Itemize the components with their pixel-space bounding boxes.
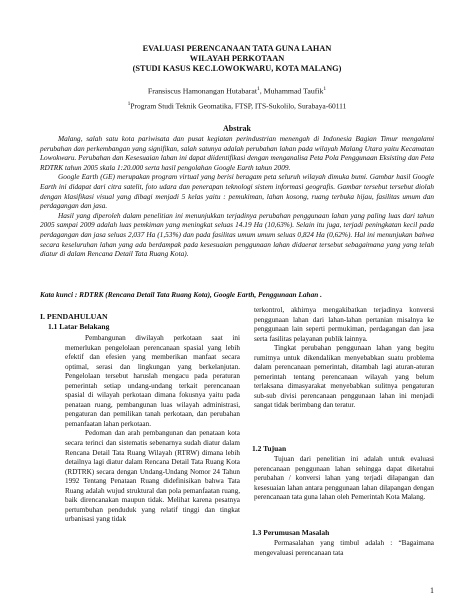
right-paragraph-1: terkontrol, akhirnya mengakibatkan terjadinya konversi penggunaan lahan dari lahan-lahan pertanian misalnya ke penggunaan lain seperti permukiman, perdagangan dan jasa serta fasilitas pelayanan publik lainnya. [254,306,434,343]
author-2-affil-mark: 1 [323,86,327,92]
abstract-paragraph-3: Hasil yang diperoleh dalam penelitian ini menunjukkan terjadinya perubahan penggunaan lahan yang paling luas dari tahun 2005 sampai 2009 adalah luas pemkiman yang meningkat seluas 14.19 Ha (10,63%). Selain itu juga, terjadi peningkatan kecil pada perdagangan dan jasa seluas 2,037 Ha (1,53%) dan pada fasilitas umum umum seluas 0,824 Ha (0,62%). Hal ini menunjukan bahwa secara keseluruhan lahan yang ada berdampak pada kesesuaian penggunaan lahan didaerat tersebut sebagaimana yang yang telah diatur di dalam Rencana Detail Tata Ruang Kota). [40,210,434,259]
abstract-paragraph-2: Google Earth (GE) merupakan program virtual yang berisi beragam peta seluruh wilayah dimuka bumi. Gambar hasil Google Earth ini didapat dari citra satelit, foto udara dan penerapan teknologi sistem informasi geografis. Gambar tersebut tersebut diolah dengan klasifikasi visual yang dibagi menjadi 5 kelas yaitu : pemukiman, lahan kosong, ruang terbuka hijau, fasilitas umum dan perdagangan dan jasa. [40,172,434,211]
section-heading-pendahuluan: I. PENDAHULUAN [40,312,108,321]
right-paragraph-2: Tingkat perubahan penggunaan lahan yang begitu rumitnya untuk dikendalikan menyebabkan suatu problema dalam perencanaan pemerintah, ditambah lagi aturan-aturan pemerintah tentang perencanaan wilayah yang belum terlaksana dimasyarakat menyebabkan sulitnya pengaturan sub-sub divisi perencanaan penggunaan lahan ini menjadi sangat tidak berimbang dan teratur. [254,344,434,410]
right-column-perumusan [254,539,434,558]
left-paragraph-2: Pedoman dan arah pembangunan dan penataan kota secara terinci dan sistematis sebenarnya sudah diatur dalam Rencana Detail Tata Ruang Wilayah (RTRW) dimana lebih detailnya lagi diatur dalam Rencana Detail Tata Ruang Kota (RDTRK) secara dengan Undang-Undang Nomor 24 Tahun 1992 Tentang Penataan Ruang didefinisikan bahwa Tata Ruang adalah wujud struktural dan pola pemanfaatan ruang, baik direncanakan maupun tidak. Melihat karena pesatnya pertumbuhan penduduk yang relatif tinggi dan tingkat urbanisasi yang tidak [65,429,240,524]
abstract-paragraph-1: Malang, salah satu kota pariwisata dan pusat kegiatan perindustrian menengah di Indonesia Bagian Timur mengalami perubahan dan perkembangan yang signifikan, salah satunya adalah perubahan lahan pada wilayah Malang Utara yaitu Kecamatan Lowokwaru. Perubahan dan Kesesuaian lahan ini dapat diidentifikasi dengan menganalisa Peta Pola Penggunaan Eksisting dan Peta RDTRK tahun 2005 skala 1:20.000 serta hasil pengolahan Google Earth tahun 2009. [40,134,434,172]
title-line-2: WILAYAH PERKOTAAN [189,54,285,63]
subsection-heading-tujuan: 1.2 Tujuan [252,444,287,453]
affiliation-mark: 1 [127,101,131,107]
author-2: , Muhammad Taufik [259,86,324,96]
affiliation-text: Program Studi Teknik Geomatika, FTSP, ITS-Sukolilo, Surabaya-60111 [130,101,347,111]
title-line-3: (STUDI KASUS KEC.LOWOKWARU, KOTA MALANG) [132,64,342,73]
paper-title [0,44,474,74]
author-1-affil-mark: 1 [257,86,260,92]
subsection-heading-latar-belakang: 1.1 Latar Belakang [48,322,110,331]
authors [0,84,474,97]
affiliation [0,99,474,112]
abstract-body [40,134,434,259]
right-paragraph-4: Permasalahan yang timbul adalah : “Bagaimana mengevaluasi perencanaan tata [254,539,434,557]
right-paragraph-3: Tujuan dari penelitian ini adalah untuk evaluasi perencanaan penggunaan lahan sehingga dapat diketahui perubahan / konversi lahan yang terjadi dilapangan dan kesesuaian lahan antara penggunaan lahan dilapangan dengan perencanaan tata guna lahan oleh Pemerintah Kota Malang. [254,455,434,502]
left-column [65,334,240,525]
subsection-heading-perumusan-masalah: 1.3 Perumusan Masalah [252,528,330,537]
author-1: Fransiscus Hamonangan Hutabarat [147,86,257,96]
right-column-top [254,306,434,411]
left-paragraph-1: Pembangunan diwilayah perkotaan saat ini memerlukan pengelolaan perencanaan spasial yang lebih efektif dan efesien yang memberikan manfaat secara optimal, serasi dan lingkungan yang berkelanjutan. Pengelolaan tersebut haruslah mengacu pada peraturan pemerintah setiap undang-undang terkait perencanaan spasial di wilayah perkotaan dimana fokusnya yaitu pada penataan ruang, pembangunan luas wilayah administrasi, pengaturan dan pemilikan tanah perkotaan, dan perubahan pemanfaatan lahan perkotaan. [65,334,240,428]
abstract-heading: Abstrak [222,124,251,133]
title-line-1: EVALUASI PERENCANAAN TATA GUNA LAHAN [142,44,332,53]
right-column-tujuan [254,455,434,503]
keywords: Kata kunci : RDTRK (Rencana Detail Tata Ruang Kota), Google Earth, Penggunaan Lahan . [40,290,322,299]
page-number: 1 [430,586,434,595]
